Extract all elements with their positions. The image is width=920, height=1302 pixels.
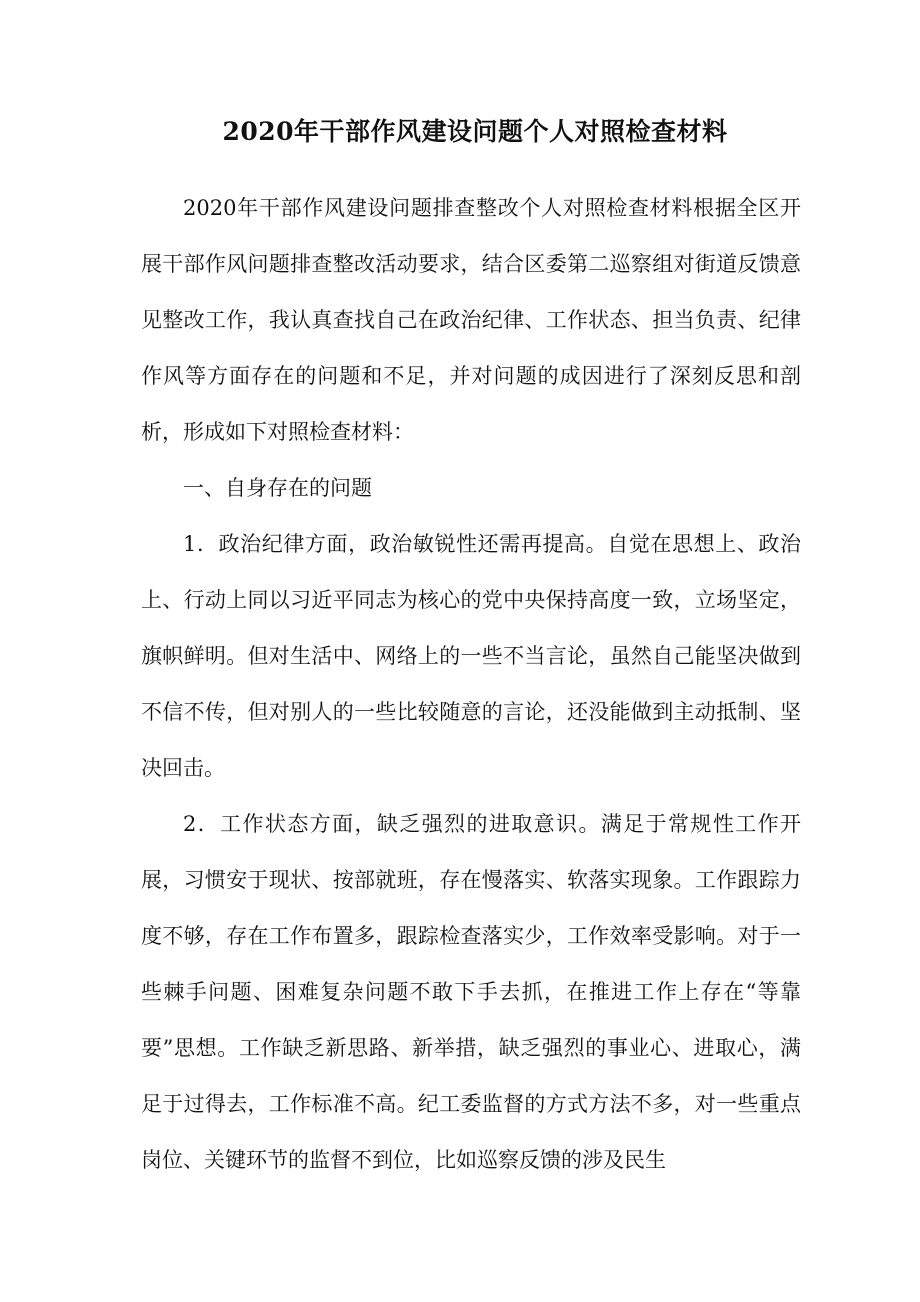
paragraph-work-status: 2．工作状态方面，缺乏强烈的进取意识。满足于常规性工作开展，习惯安于现状、按部就班，存在慢落实、软落实现象。工作跟踪力度不够，存在工作布置多，跟踪检查落实少，工作效率受影响。对于一些棘手问题、困难复杂问题不敢下手去抓，在推进工作上存在“等靠要”思想。工作缺乏新思路、新举措，缺乏强烈的事业心、进取心，满足于过得去，工作标准不高。纪工委监督的方式方法不多，对一些重点岗位、关键环节的监督不到位，比如巡察反馈的涉及民生 [141,812,801,1172]
document-title: 2020年干部作风建设问题个人对照检查材料 [222,117,728,146]
section-heading: 一、自身存在的问题 [183,476,372,500]
paragraph-political-discipline: 1．政治纪律方面，政治敏锐性还需再提高。自觉在思想上、政治上、行动上同以习近平同志为核心的党中央保持高度一致，立场坚定，旗帜鲜明。但对生活中、网络上的一些不当言论，虽然自己能坚决做到不信不传，但对别人的一些比较随意的言论，还没能做到主动抵制、坚决回击。 [141,532,801,780]
document-body [141,180,801,1188]
paragraph-intro: 2020年干部作风建设问题排查整改个人对照检查材料根据全区开展干部作风问题排查整改活动要求，结合区委第二巡察组对街道反馈意见整改工作，我认真查找自己在政治纪律、工作状态、担当负责、纪律作风等方面存在的问题和不足，并对问题的成因进行了深刻反思和剖析，形成如下对照检查材料： [141,196,801,444]
